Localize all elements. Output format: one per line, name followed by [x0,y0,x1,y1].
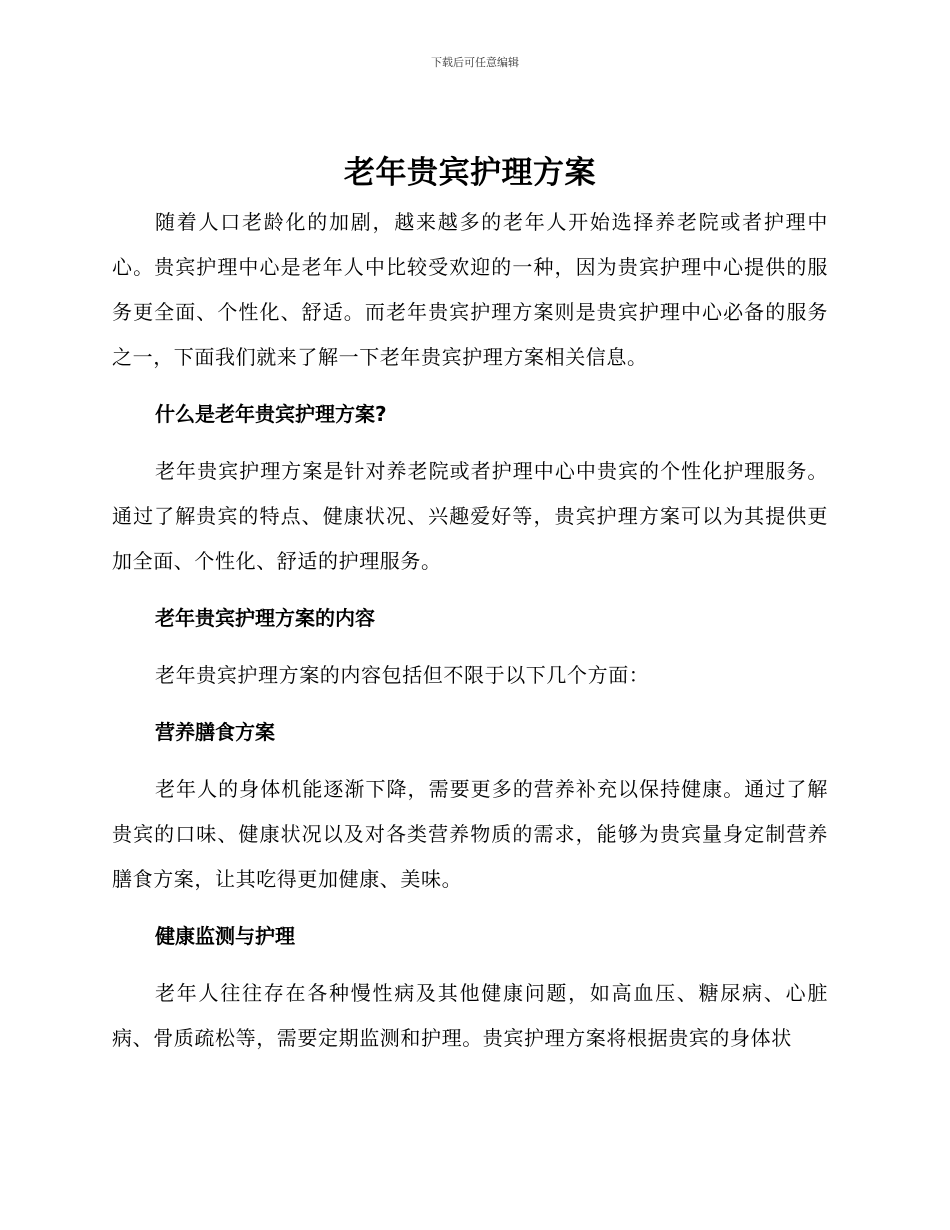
paragraph: 老年人的身体机能逐渐下降，需要更多的营养补充以保持健康。通过了解贵宾的口味、健康状况以及对各类营养物质的需求，能够为贵宾量身定制营养膳食方案，让其吃得更加健康、美味。 [112,777,828,891]
section-heading: 什么是老年贵宾护理方案? [155,402,387,426]
document-title: 老年贵宾护理方案 [344,155,596,191]
intro-paragraph: 随着人口老龄化的加剧，越来越多的老年人开始选择养老院或者护理中心。贵宾护理中心是老年人中比较受欢迎的一种，因为贵宾护理中心提供的服务更全面、个性化、舒适。而老年贵宾护理方案则是贵宾护理中心必备的服务之一，下面我们就来了解一下老年贵宾护理方案相关信息。 [112,210,828,369]
header-note: 下载后可任意编辑 [431,56,519,69]
section-heading: 健康监测与护理 [155,924,295,948]
section-heading: 老年贵宾护理方案的内容 [155,606,375,630]
paragraph: 老年贵宾护理方案的内容包括但不限于以下几个方面： [155,663,650,687]
document-body [112,150,828,1061]
paragraph: 老年贵宾护理方案是针对养老院或者护理中心中贵宾的个性化护理服务。通过了解贵宾的特点、健康状况、兴趣爱好等，贵宾护理方案可以为其提供更加全面、个性化、舒适的护理服务。 [112,459,828,573]
paragraph: 老年人往往存在各种慢性病及其他健康问题，如高血压、糖尿病、心脏病、骨质疏松等，需要定期监测和护理。贵宾护理方案将根据贵宾的身体状 [112,981,828,1050]
section-heading: 营养膳食方案 [155,720,275,744]
